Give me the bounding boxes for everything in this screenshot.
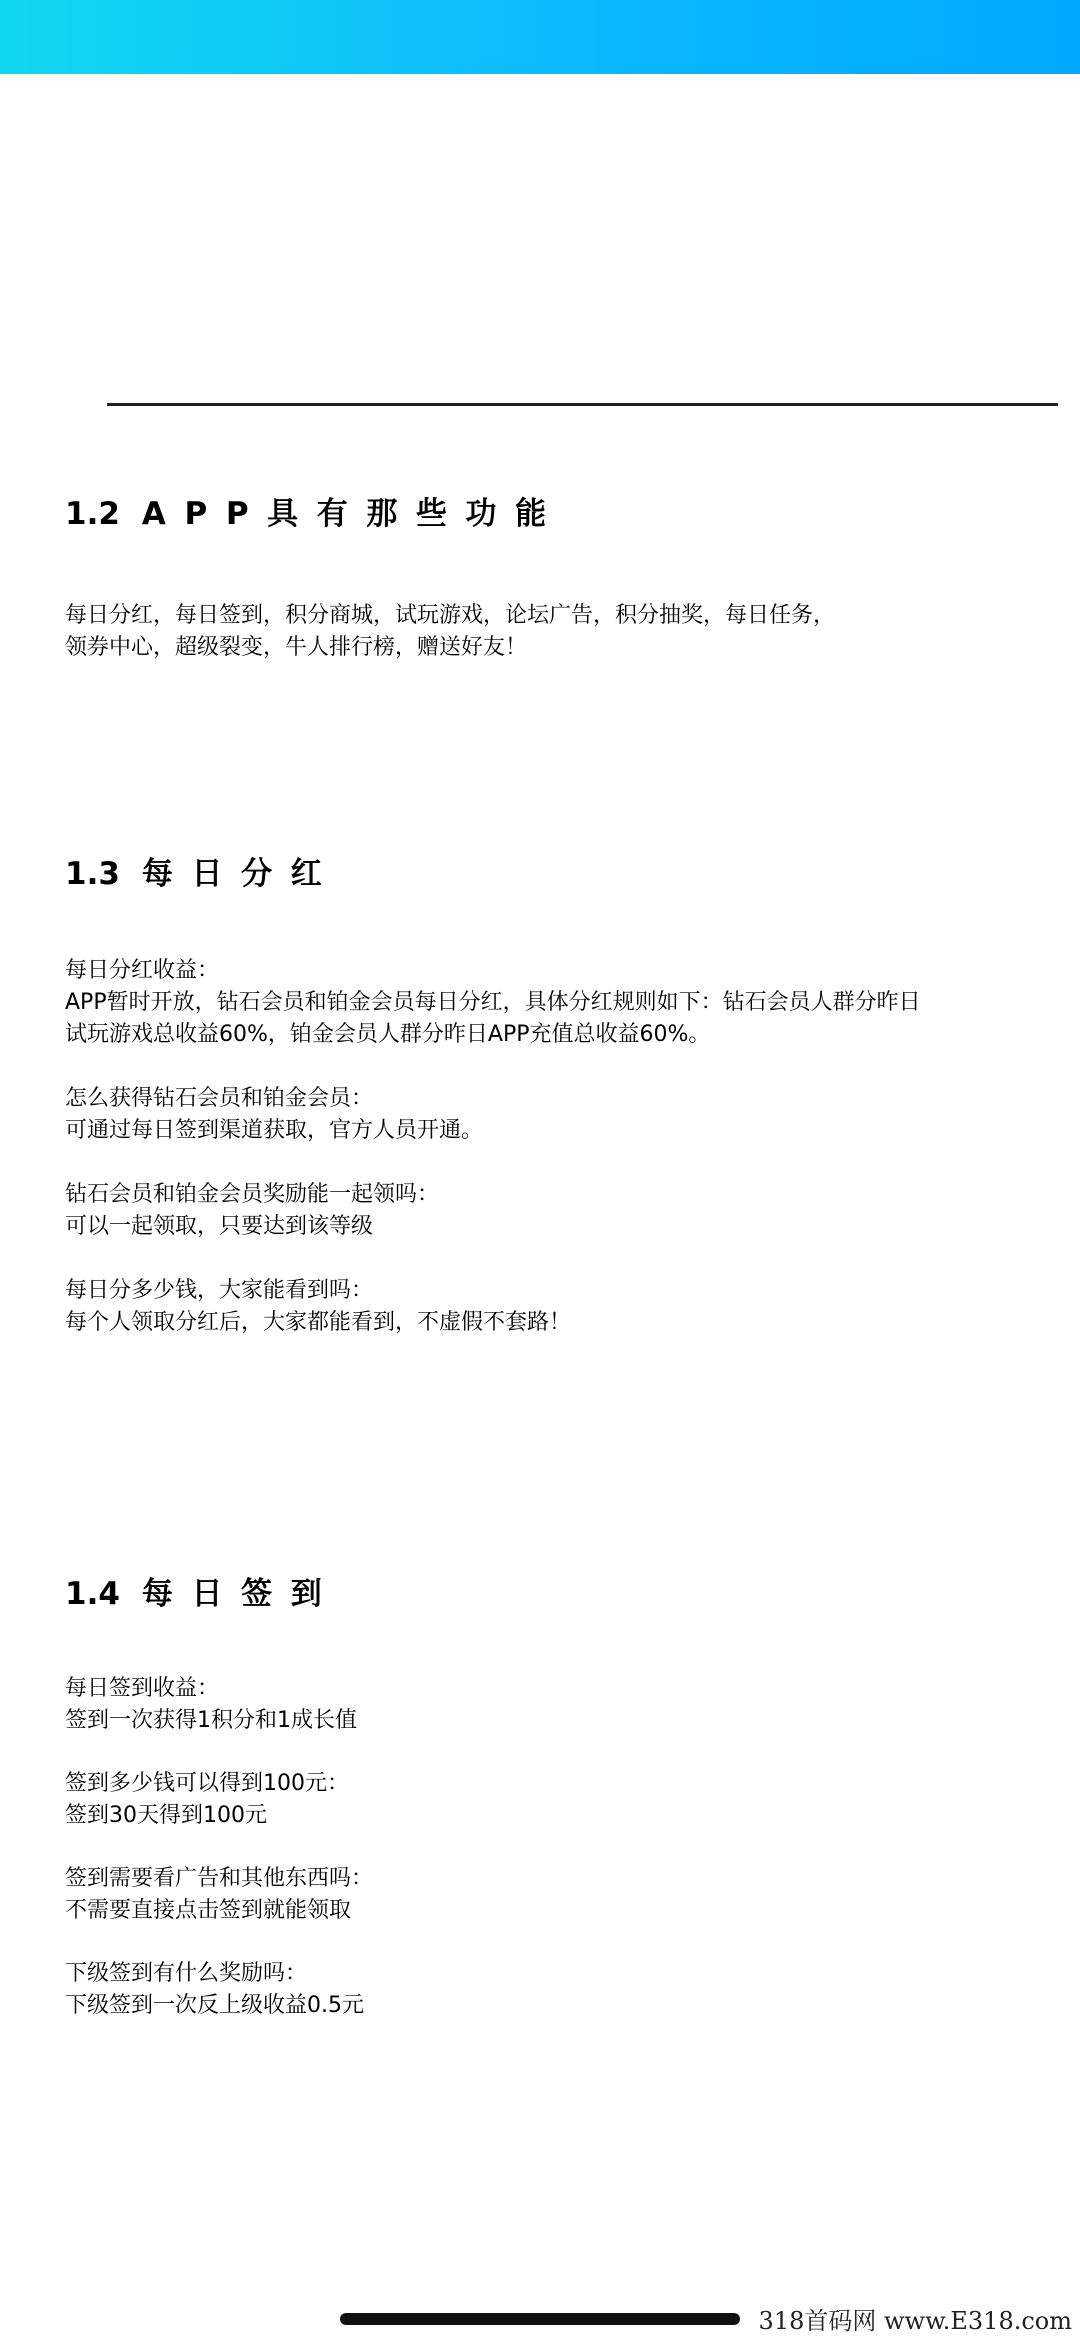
question-line: 签到多少钱可以得到100元： xyxy=(65,1771,349,1796)
section-1-2-heading xyxy=(65,488,565,533)
section-1-3-para-4 xyxy=(65,1275,1045,1339)
question-line: 下级签到有什么奖励吗： xyxy=(65,1961,308,1986)
answer-line: 下级签到一次反上级收益0.5元 xyxy=(65,1993,364,2018)
section-1-3-para-2 xyxy=(65,1083,1045,1147)
answer-line: 不需要直接点击签到就能领取 xyxy=(65,1898,352,1923)
question-line: 钻石会员和铂金会员奖励能一起领吗： xyxy=(65,1182,440,1207)
section-1-4-para-2 xyxy=(65,1768,1045,1832)
section-title: 每日签到 xyxy=(141,1576,341,1612)
answer-line: 每个人领取分红后，大家都能看到，不虚假不套路！ xyxy=(65,1310,572,1335)
section-1-4-para-4 xyxy=(65,1958,1045,2022)
question-line: 签到需要看广告和其他东西吗： xyxy=(65,1866,374,1891)
body-line: 每日分红，每日签到，积分商城，试玩游戏，论坛广告，积分抽奖，每日任务， xyxy=(65,603,836,628)
divider xyxy=(107,403,1058,406)
section-1-3-para-1 xyxy=(65,955,1045,1051)
question-line: 每日签到收益： xyxy=(65,1676,220,1701)
section-1-2-body xyxy=(65,600,1045,664)
answer-line: 签到一次获得1积分和1成长值 xyxy=(65,1708,357,1733)
home-indicator[interactable] xyxy=(340,2313,740,2325)
watermark: 318首码网 www.E318.com xyxy=(758,2307,1072,2335)
question-line: 每日分多少钱，大家能看到吗： xyxy=(65,1278,374,1303)
question-line: 每日分红收益： xyxy=(65,958,220,983)
top-banner xyxy=(0,0,1080,74)
section-title: 每日分红 xyxy=(141,856,341,892)
section-1-3-heading xyxy=(65,848,340,893)
section-number: 1.3 xyxy=(65,856,120,892)
section-number: 1.4 xyxy=(65,1576,120,1612)
answer-line: 试玩游戏总收益60%，铂金会员人群分昨日APP充值总收益60%。 xyxy=(65,1022,711,1047)
answer-line: APP暂时开放，钻石会员和铂金会员每日分红，具体分红规则如下：钻石会员人群分昨日 xyxy=(65,990,921,1015)
body-line: 领券中心，超级裂变，牛人排行榜，赠送好友！ xyxy=(65,635,528,660)
question-line: 怎么获得钻石会员和铂金会员： xyxy=(65,1086,374,1111)
answer-line: 可以一起领取，只要达到该等级 xyxy=(65,1214,374,1239)
section-number: 1.2 xyxy=(65,496,120,532)
answer-line: 签到30天得到100元 xyxy=(65,1803,267,1828)
answer-line: 可通过每日签到渠道获取，官方人员开通。 xyxy=(65,1118,484,1143)
section-1-4-heading xyxy=(65,1568,340,1613)
section-1-4-para-1 xyxy=(65,1673,1045,1737)
section-1-3-para-3 xyxy=(65,1179,1045,1243)
section-title: APP具有那些功能 xyxy=(141,496,565,532)
section-1-4-para-3 xyxy=(65,1863,1045,1927)
